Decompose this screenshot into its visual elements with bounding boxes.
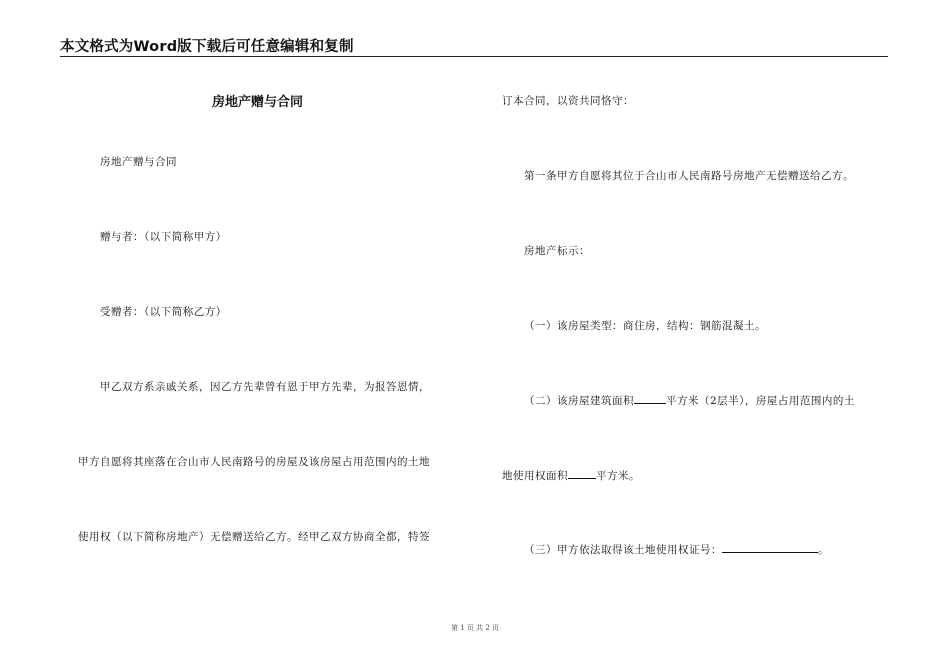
right-line-7-start: （三）甲方依法取得该土地使用权证号： bbox=[524, 544, 722, 556]
land-area-blank bbox=[568, 468, 596, 479]
left-line-5: 甲方自愿将其座落在合山市人民南路号的房屋及该房屋占用范围内的土地 bbox=[78, 456, 430, 468]
right-line-6-start: 地使用权面积 bbox=[502, 470, 568, 482]
right-line-3: 房地产标示： bbox=[524, 245, 590, 257]
right-line-5 bbox=[524, 393, 855, 408]
page-header bbox=[60, 34, 888, 57]
area-blank bbox=[634, 393, 666, 404]
right-line-2: 第一条甲方自愿将其位于合山市人民南路号房地产无偿赠送给乙方。 bbox=[524, 170, 854, 182]
left-line-6: 使用权（以下简称房地产）无偿赠送给乙方。经甲乙双方协商全都，特签 bbox=[78, 531, 430, 543]
right-line-7-end: 。 bbox=[818, 544, 829, 556]
document-title: 房地产赠与合同 bbox=[212, 95, 304, 110]
page-number: 第 1 页 共 2 页 bbox=[450, 624, 500, 632]
right-line-6 bbox=[502, 468, 640, 483]
left-line-1: 房地产赠与合同 bbox=[100, 156, 177, 168]
left-line-4: 甲乙双方系亲戚关系，因乙方先辈曾有恩于甲方先辈，为报答恩情， bbox=[100, 381, 430, 393]
right-line-4: （一）该房屋类型：商住房，结构：钢筋混凝土。 bbox=[524, 320, 766, 332]
right-line-5-end: 平方米（2层半），房屋占用范围内的土 bbox=[666, 395, 855, 407]
header-notice: 本文格式为Word版下载后可任意编辑和复制 bbox=[60, 39, 354, 55]
left-line-3: 受赠者：（以下简称乙方） bbox=[100, 306, 227, 318]
right-line-1: 订本合同，以资共同恪守： bbox=[502, 95, 634, 107]
right-line-6-end: 平方米。 bbox=[596, 470, 640, 482]
left-line-2: 赠与者：（以下简称甲方） bbox=[100, 231, 227, 243]
certificate-number-blank bbox=[722, 542, 818, 553]
right-line-7 bbox=[524, 542, 829, 557]
right-line-5-start: （二）该房屋建筑面积 bbox=[524, 395, 634, 407]
